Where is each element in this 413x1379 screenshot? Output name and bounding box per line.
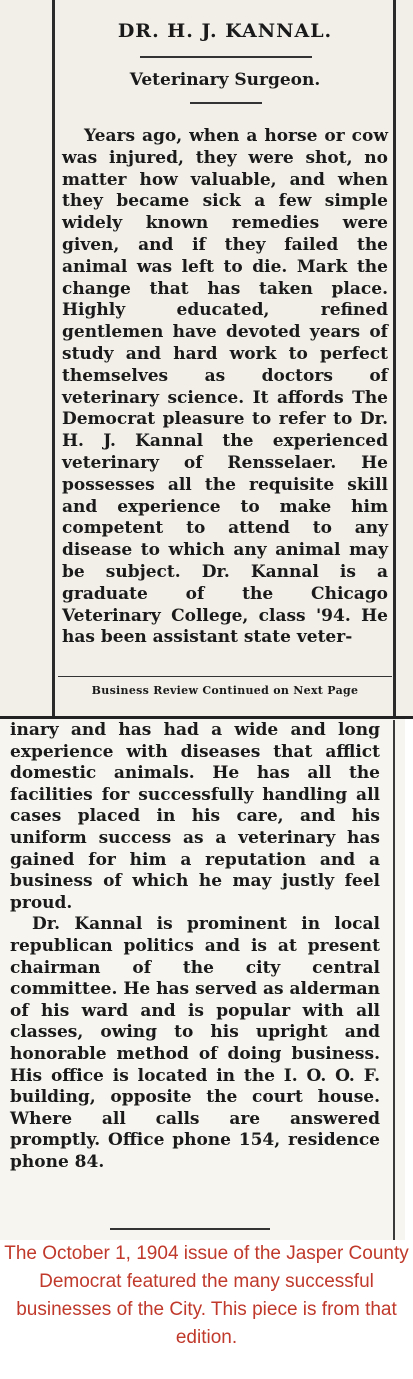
article-paragraph-continued: inary and has had a wide and long experience with diseases that afflict domestic animals. He has all the facilities for successfully handling all cases placed in his care, and his uniform success as a veterinary has gained for him a reputation and a business of which he may justly feel proud. xyxy=(10,720,380,913)
article-body xyxy=(62,126,388,649)
newspaper-clipping-continuation xyxy=(0,680,405,1240)
continued-rule xyxy=(58,676,392,677)
article-title: DR. H. J. KANNAL. xyxy=(117,20,333,42)
article-subtitle: Veterinary Surgeon. xyxy=(129,70,321,90)
image-caption: The October 1, 1904 issue of the Jasper County Democrat featured the many successful businesses of the City. This piece is from that edition. xyxy=(4,1243,409,1348)
continued-notice: Business Review Continued on Next Page xyxy=(91,684,359,697)
article-paragraph-1: Years ago, when a horse or cow was injured, they were shot, no matter how valuable, and when they became sick a few simple widely known remedies were given, and if they failed the animal was left to die. Mark the change that has taken place. Highly educated, refined gentlemen have devoted years of study and hard work to perfect themselves as doctors of veterinary science. It affords The Democrat pleasure to refer to Dr. H. J. Kannal the experienced veterinary of Rensselaer. He possesses all the requisite skill and experience to make him competent to attend to any disease to which any animal may be subject. Dr. Kannal is a graduate of the Chicago Veterinary College, class '94. He has been assistant state veter- xyxy=(62,126,388,648)
closing-rule xyxy=(110,1228,270,1230)
column-rule-left xyxy=(52,0,55,716)
title-rule xyxy=(140,56,312,58)
subtitle-rule xyxy=(190,102,262,104)
column-rule-right xyxy=(393,0,396,716)
column-rule xyxy=(393,720,395,1240)
article-body-continued xyxy=(10,720,380,1173)
article-paragraph-2: Dr. Kannal is prominent in local republican politics and is at present chairman of the city central committee. He has served as alderman of his ward and is popular with all classes, owing to his upright and honorable method of doing business. His office is located in the I. O. O. F. building, opposite the court house. Where all calls are answered promptly. Office phone 154, residence phone 84. xyxy=(10,914,380,1172)
